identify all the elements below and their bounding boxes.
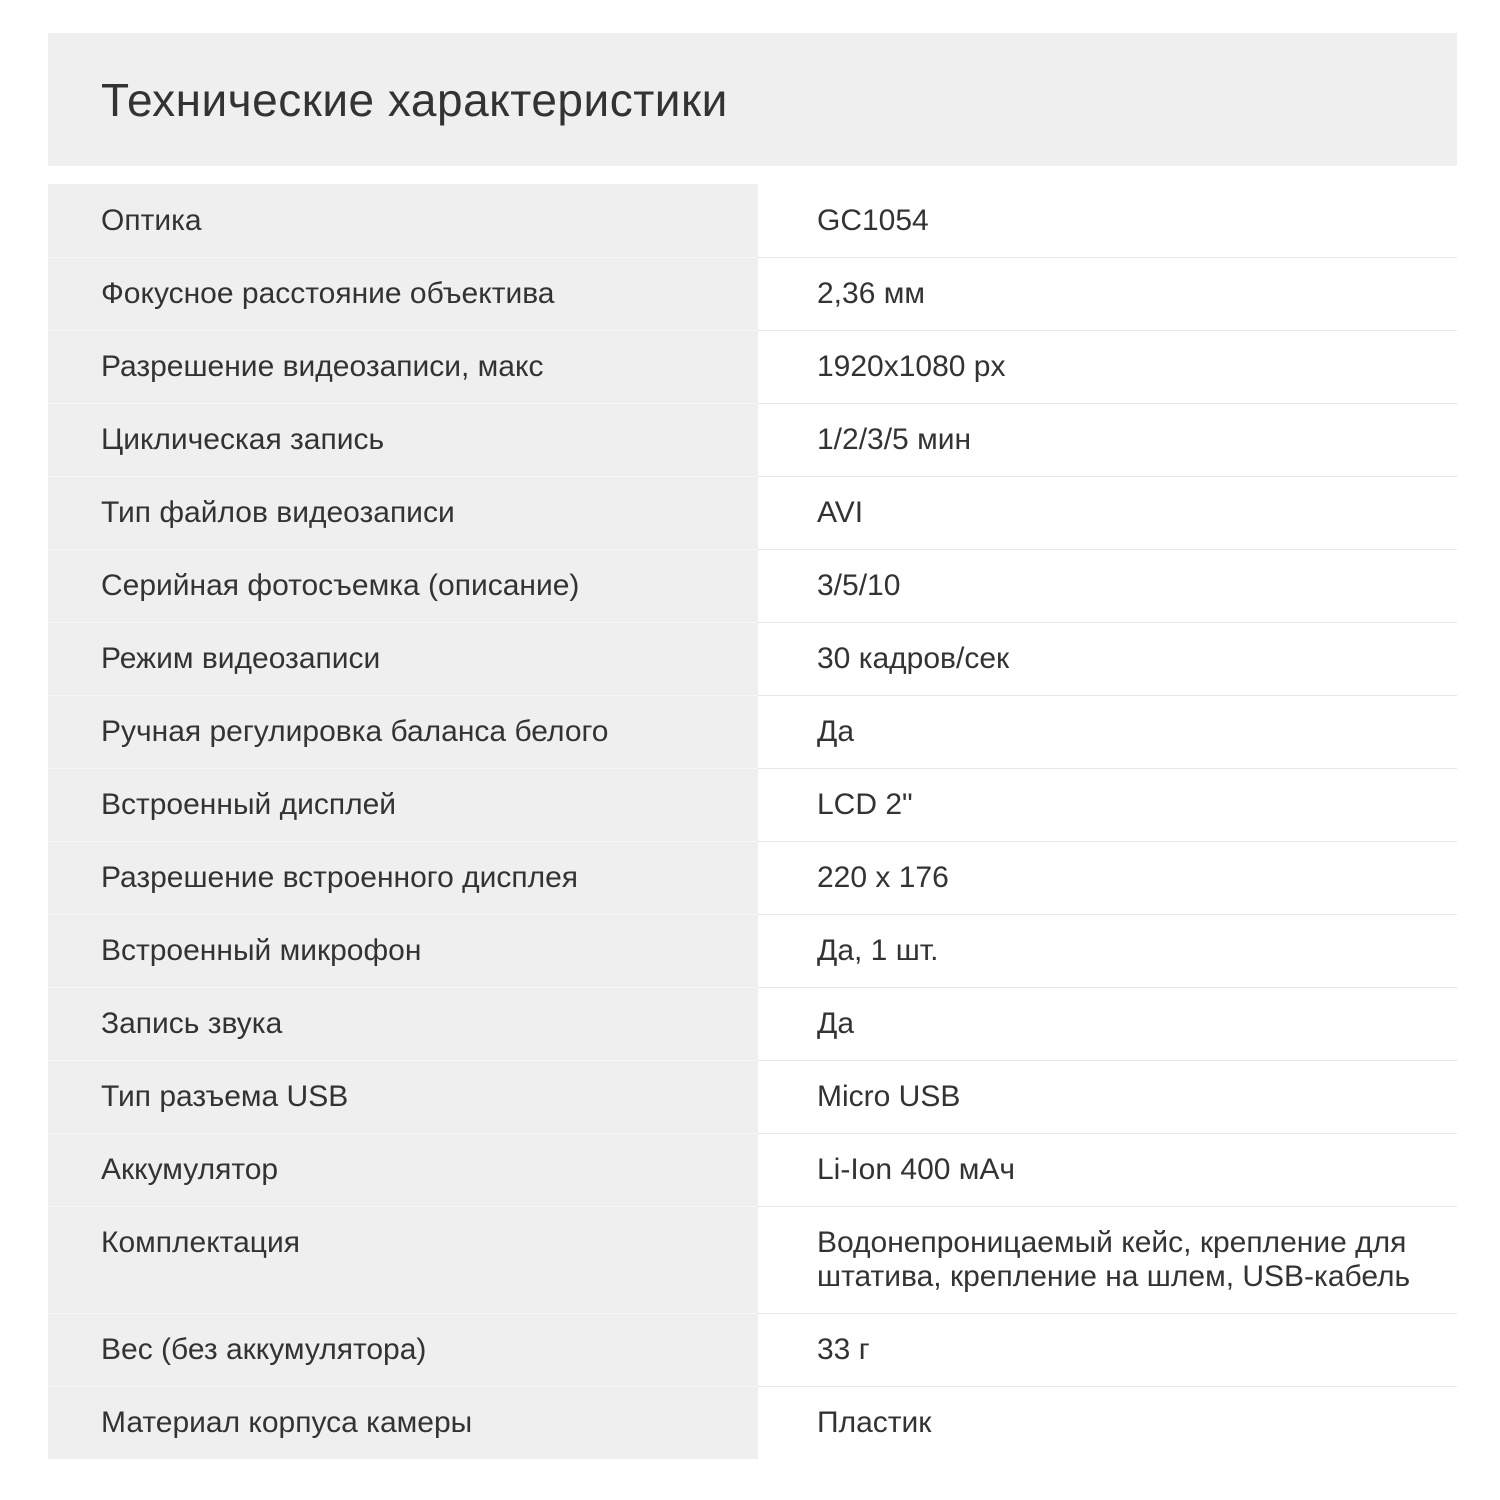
table-row xyxy=(48,987,1457,1060)
spec-value: GC1054 xyxy=(758,184,1457,257)
spec-value: 2,36 мм xyxy=(758,257,1457,330)
table-row xyxy=(48,1386,1457,1459)
spec-label: Ручная регулировка баланса белого xyxy=(48,695,758,768)
specs-section xyxy=(48,33,1457,1459)
table-row xyxy=(48,257,1457,330)
spec-label: Оптика xyxy=(48,184,758,257)
spec-value: Пластик xyxy=(758,1386,1457,1459)
spec-label: Вес (без аккумулятора) xyxy=(48,1313,758,1386)
spec-label: Серийная фотосъемка (описание) xyxy=(48,549,758,622)
table-row xyxy=(48,1133,1457,1206)
table-row xyxy=(48,695,1457,768)
table-row xyxy=(48,622,1457,695)
spec-value: 33 г xyxy=(758,1313,1457,1386)
table-row xyxy=(48,1313,1457,1386)
spec-value: 30 кадров/сек xyxy=(758,622,1457,695)
spec-value: 1/2/3/5 мин xyxy=(758,403,1457,476)
page-title: Технические характеристики xyxy=(101,73,728,126)
spec-label: Аккумулятор xyxy=(48,1133,758,1206)
table-row xyxy=(48,1206,1457,1313)
spec-label: Запись звука xyxy=(48,987,758,1060)
table-row xyxy=(48,1060,1457,1133)
table-row xyxy=(48,403,1457,476)
spec-label: Встроенный микрофон xyxy=(48,914,758,987)
spec-value: 3/5/10 xyxy=(758,549,1457,622)
table-row xyxy=(48,184,1457,257)
spec-label: Режим видеозаписи xyxy=(48,622,758,695)
spec-value: Micro USB xyxy=(758,1060,1457,1133)
spec-label: Тип разъема USB xyxy=(48,1060,758,1133)
spec-value: 220 x 176 xyxy=(758,841,1457,914)
spec-label: Разрешение встроенного дисплея xyxy=(48,841,758,914)
spec-value: AVI xyxy=(758,476,1457,549)
spec-table xyxy=(48,184,1457,1459)
spec-label: Фокусное расстояние объектива xyxy=(48,257,758,330)
spec-label: Разрешение видеозаписи, макс xyxy=(48,330,758,403)
spec-value: Да xyxy=(758,987,1457,1060)
spec-label: Комплектация xyxy=(48,1206,758,1313)
spec-value: 1920x1080 px xyxy=(758,330,1457,403)
spec-value: Водонепроницаемый кейс, крепление для штатива, крепление на шлем, USB-кабель xyxy=(758,1206,1457,1313)
table-row xyxy=(48,841,1457,914)
table-row xyxy=(48,914,1457,987)
table-row xyxy=(48,476,1457,549)
spec-value: Li-Ion 400 мАч xyxy=(758,1133,1457,1206)
section-title-band xyxy=(48,33,1457,166)
spec-value: Да, 1 шт. xyxy=(758,914,1457,987)
spec-value: Да xyxy=(758,695,1457,768)
table-row xyxy=(48,549,1457,622)
spec-label: Циклическая запись xyxy=(48,403,758,476)
table-row xyxy=(48,768,1457,841)
spec-label: Тип файлов видеозаписи xyxy=(48,476,758,549)
spec-value: LCD 2" xyxy=(758,768,1457,841)
spec-label: Материал корпуса камеры xyxy=(48,1386,758,1459)
spec-label: Встроенный дисплей xyxy=(48,768,758,841)
table-row xyxy=(48,330,1457,403)
